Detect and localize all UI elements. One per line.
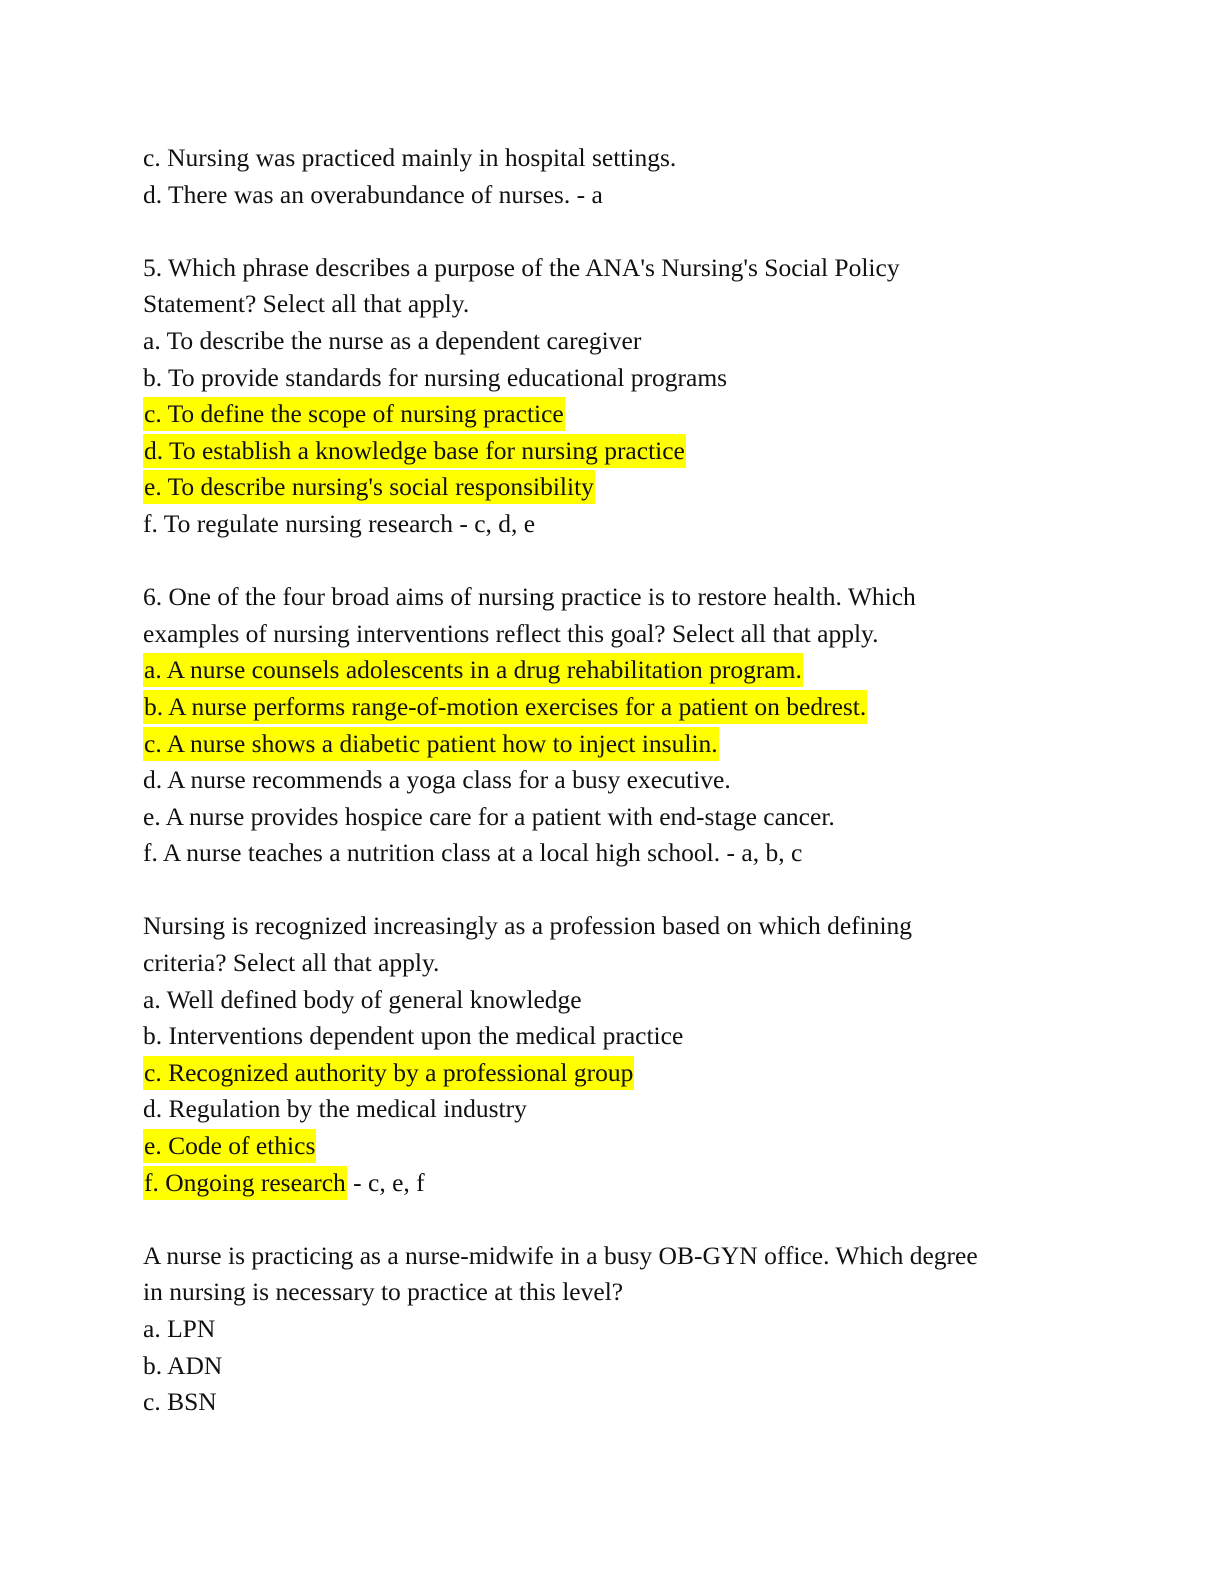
text-line [143, 1274, 1103, 1311]
text-line [143, 835, 1103, 872]
line-text: d. A nurse recommends a yoga class for a busy executive. [143, 765, 731, 795]
line-text: A nurse is practicing as a nurse-midwife in a busy OB-GYN office. Which degree [143, 1240, 978, 1270]
highlighted-answer-line [143, 396, 1103, 433]
text-line [143, 506, 1103, 543]
line-text: Statement? Select all that apply. [143, 289, 470, 319]
line-text: a. To describe the nurse as a dependent caregiver [143, 325, 642, 355]
highlighted-text: e. Code of ethics [143, 1129, 316, 1163]
text-line [143, 982, 1103, 1019]
highlighted-text: a. A nurse counsels adolescents in a drug rehabilitation program. [143, 653, 803, 687]
highlighted-answer-line [143, 1055, 1103, 1092]
question-block [143, 579, 1103, 872]
line-text: in nursing is necessary to practice at this level? [143, 1277, 624, 1307]
text-line [143, 908, 1103, 945]
line-text: f. To regulate nursing research - c, d, e [143, 508, 536, 538]
highlighted-text: e. To describe nursing's social responsibility [143, 470, 595, 504]
question-block [143, 140, 1103, 213]
text-line [143, 579, 1103, 616]
answer-key-text: - c, e, f [346, 1167, 425, 1197]
text-line [143, 177, 1103, 214]
line-text: f. A nurse teaches a nutrition class at a local high school. - a, b, c [143, 838, 803, 868]
text-line [143, 360, 1103, 397]
line-text: a. LPN [143, 1314, 216, 1343]
text-line [143, 945, 1103, 982]
question-block [143, 1238, 1103, 1421]
line-text: c. BSN [143, 1387, 217, 1417]
highlighted-text: c. A nurse shows a diabetic patient how to inject insulin. [143, 727, 719, 761]
highlighted-text: b. A nurse performs range-of-motion exercises for a patient on bedrest. [143, 690, 867, 724]
text-line [143, 616, 1103, 653]
block-spacer [143, 1201, 1103, 1238]
question-block [143, 250, 1103, 543]
line-text: b. ADN [143, 1350, 223, 1380]
highlighted-text: f. Ongoing research [143, 1166, 347, 1200]
block-spacer [143, 543, 1103, 580]
text-line [143, 1018, 1103, 1055]
highlighted-answer-line [143, 726, 1103, 763]
text-line [143, 1384, 1103, 1421]
line-text: b. To provide standards for nursing educational programs [143, 362, 728, 392]
text-line [143, 1311, 1103, 1348]
question-block [143, 908, 1103, 1201]
line-text: e. A nurse provides hospice care for a patient with end-stage cancer. [143, 801, 835, 831]
line-text: a. Well defined body of general knowledge [143, 984, 582, 1014]
line-text: b. Interventions dependent upon the medical practice [143, 1021, 684, 1051]
text-line [143, 762, 1103, 799]
text-line [143, 1238, 1103, 1275]
line-text: 5. Which phrase describes a purpose of the ANA's Nursing's Social Policy [143, 252, 900, 282]
highlighted-answer-line [143, 1128, 1103, 1165]
text-line [143, 140, 1103, 177]
line-text: Nursing is recognized increasingly as a profession based on which defining [143, 911, 913, 941]
block-spacer [143, 872, 1103, 909]
line-text: 6. One of the four broad aims of nursing practice is to restore health. Which [143, 582, 916, 612]
text-line [143, 323, 1103, 360]
highlighted-text: c. To define the scope of nursing practice [143, 397, 565, 431]
highlighted-answer-line [143, 433, 1103, 470]
line-text: d. There was an overabundance of nurses. - a [143, 179, 603, 209]
text-line [143, 1091, 1103, 1128]
highlighted-answer-line [143, 469, 1103, 506]
line-text: c. Nursing was practiced mainly in hospital settings. [143, 143, 677, 172]
highlighted-answer-line [143, 689, 1103, 726]
document-page [143, 140, 1103, 1421]
text-line [143, 1348, 1103, 1385]
highlighted-answer-line [143, 1165, 1103, 1202]
text-line [143, 286, 1103, 323]
highlighted-answer-line [143, 652, 1103, 689]
line-text: criteria? Select all that apply. [143, 948, 440, 978]
line-text: d. Regulation by the medical industry [143, 1094, 527, 1124]
text-line [143, 799, 1103, 836]
text-line [143, 250, 1103, 287]
block-spacer [143, 213, 1103, 250]
highlighted-text: d. To establish a knowledge base for nursing practice [143, 434, 686, 468]
highlighted-text: c. Recognized authority by a professional group [143, 1056, 634, 1090]
line-text: examples of nursing interventions reflect this goal? Select all that apply. [143, 618, 879, 648]
